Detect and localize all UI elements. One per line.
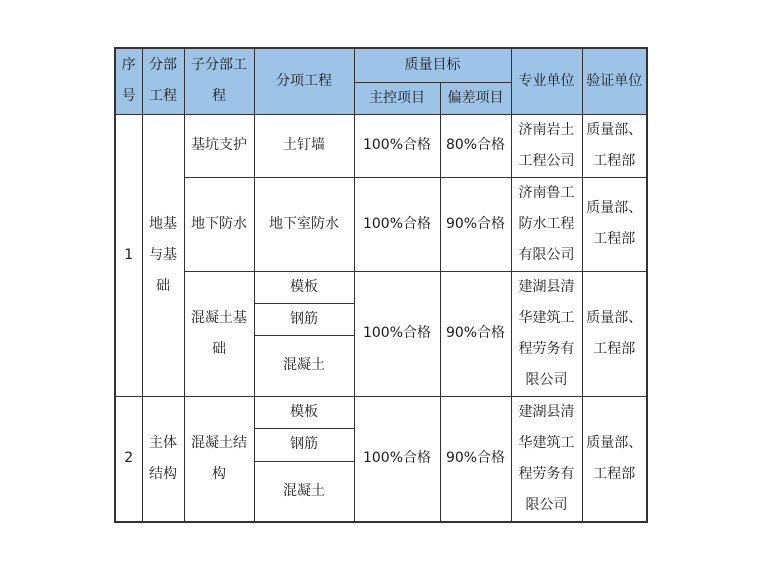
deviation-cell: 90%合格 — [440, 396, 511, 522]
item-cell: 模板 — [254, 396, 354, 429]
table-row — [115, 177, 647, 271]
subdivision-cell: 地下防水 — [184, 177, 254, 271]
item-cell: 土钉墙 — [254, 114, 354, 177]
unit-cell: 建湖县清 华建筑工 程劳务有 限公司 — [511, 396, 582, 522]
unit-cell: 建湖县清 华建筑工 程劳务有 限公司 — [511, 271, 582, 396]
verify-cell: 质量部、 工程部 — [582, 114, 647, 177]
deviation-cell: 80%合格 — [440, 114, 511, 177]
verify-cell: 质量部、 工程部 — [582, 396, 647, 522]
seq-cell: 2 — [115, 396, 142, 522]
item-cell: 模板 — [254, 271, 354, 303]
seq-cell: 1 — [115, 114, 142, 396]
header-deviation: 偏差项目 — [440, 82, 511, 114]
deviation-cell: 90%合格 — [440, 271, 511, 396]
main-control-cell: 100%合格 — [354, 271, 440, 396]
division-cell: 主体 结构 — [142, 396, 184, 522]
main-control-cell: 100%合格 — [354, 114, 440, 177]
header-unit: 专业单位 — [511, 48, 582, 114]
header-subdivision: 子分部工 程 — [184, 48, 254, 114]
deviation-cell: 90%合格 — [440, 177, 511, 271]
header-verify: 验证单位 — [582, 48, 647, 114]
table-row — [115, 271, 647, 303]
item-cell: 钢筋 — [254, 429, 354, 462]
unit-cell: 济南岩土 工程公司 — [511, 114, 582, 177]
subdivision-cell: 基坑支护 — [184, 114, 254, 177]
header-main-control: 主控项目 — [354, 82, 440, 114]
table-row — [115, 396, 647, 429]
division-cell: 地基 与基 础 — [142, 114, 184, 396]
table-row — [115, 114, 647, 177]
subdivision-cell: 混凝土结 构 — [184, 396, 254, 522]
header-quality-target: 质量目标 — [354, 48, 511, 82]
item-cell: 混凝土 — [254, 461, 354, 521]
header-seq: 序 号 — [115, 48, 142, 114]
quality-target-table — [114, 47, 648, 523]
verify-cell: 质量部、 工程部 — [582, 177, 647, 271]
subdivision-cell: 混凝土基 础 — [184, 271, 254, 396]
item-cell: 钢筋 — [254, 303, 354, 335]
unit-cell: 济南鲁工 防水工程 有限公司 — [511, 177, 582, 271]
main-control-cell: 100%合格 — [354, 396, 440, 522]
item-cell: 混凝土 — [254, 336, 354, 397]
main-control-cell: 100%合格 — [354, 177, 440, 271]
verify-cell: 质量部、 工程部 — [582, 271, 647, 396]
header-item: 分项工程 — [254, 48, 354, 114]
header-division: 分部 工程 — [142, 48, 184, 114]
item-cell: 地下室防水 — [254, 177, 354, 271]
